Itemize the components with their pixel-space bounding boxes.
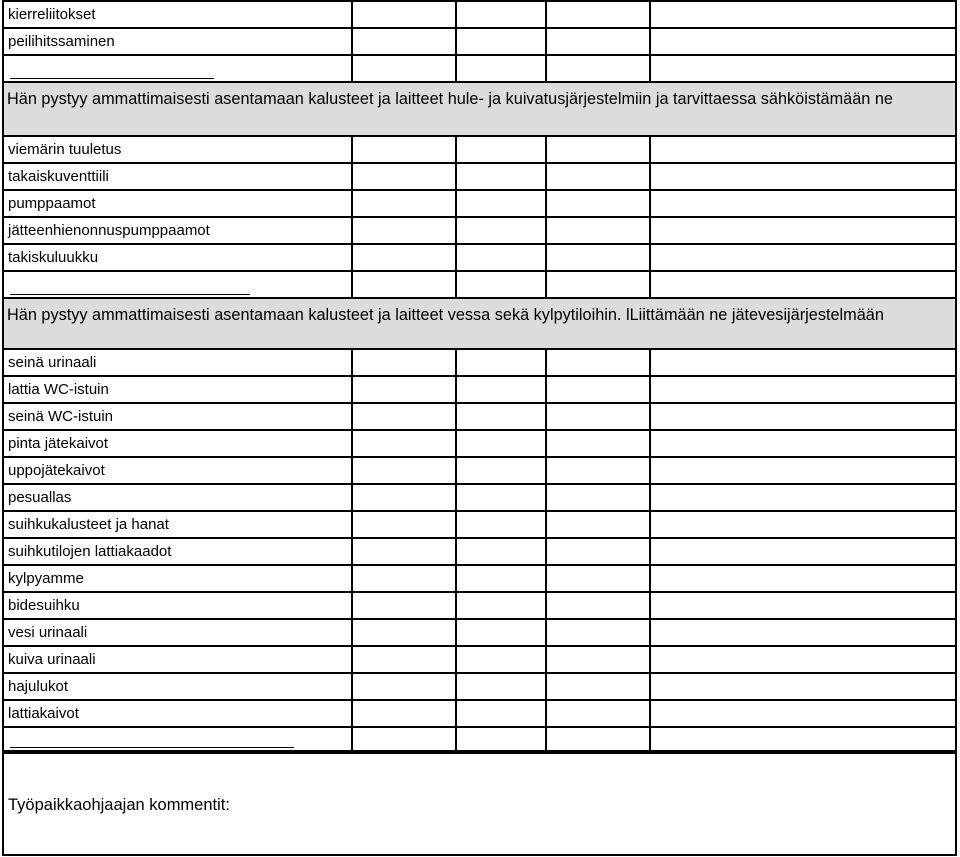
item-cell [2, 218, 353, 245]
blank-underline [10, 294, 250, 295]
rating-cell-2[interactable] [457, 539, 547, 566]
blank-entry-row [2, 272, 957, 299]
item-label: seinä urinaali [8, 354, 97, 371]
table-row [2, 245, 957, 272]
rating-cell-4[interactable] [651, 593, 957, 620]
item-cell [2, 377, 353, 404]
table-row [2, 29, 957, 56]
item-cell [2, 485, 353, 512]
item-cell [2, 245, 353, 272]
section-header: Hän pystyy ammattimaisesti asentamaan kalusteet ja laitteet hule- ja kuivatusjärjestelmiin ja tarvittaessa sähköistämään ne [2, 83, 957, 137]
rating-cell-3[interactable] [547, 377, 651, 404]
rating-cell-2[interactable] [457, 218, 547, 245]
table-row [2, 2, 957, 29]
rating-cell-2[interactable] [457, 2, 547, 29]
rating-cell-3[interactable] [547, 593, 651, 620]
item-cell [2, 431, 353, 458]
item-cell [2, 701, 353, 728]
table-row [2, 458, 957, 485]
item-label: kierreliitokset [8, 6, 96, 23]
table-row [2, 137, 957, 164]
rating-cell-3[interactable] [547, 620, 651, 647]
table-row [2, 593, 957, 620]
item-label: uppojätekaivot [8, 462, 105, 479]
rating-cell-3[interactable] [547, 701, 651, 728]
item-label: seinä WC-istuin [8, 408, 114, 425]
rating-cell-4[interactable] [651, 218, 957, 245]
rating-cell-3[interactable] [547, 674, 651, 701]
item-cell [2, 404, 353, 431]
table-row [2, 377, 957, 404]
item-cell [2, 2, 353, 29]
rating-cell-4[interactable] [651, 512, 957, 539]
rating-cell-1[interactable] [353, 350, 457, 377]
rating-cell-3[interactable] [547, 566, 651, 593]
table-row [2, 539, 957, 566]
rating-cell-3[interactable] [547, 164, 651, 191]
rating-cell-2[interactable] [457, 164, 547, 191]
rating-cell-4[interactable] [651, 674, 957, 701]
rating-cell-4[interactable] [651, 566, 957, 593]
rating-cell-2[interactable] [457, 701, 547, 728]
rating-cell-2[interactable] [457, 350, 547, 377]
rating-cell-3[interactable] [547, 272, 651, 299]
rating-cell-3[interactable] [547, 191, 651, 218]
rating-cell-1[interactable] [353, 164, 457, 191]
rating-cell-2[interactable] [457, 647, 547, 674]
rating-cell-2[interactable] [457, 485, 547, 512]
item-label: pumppaamot [8, 195, 96, 212]
rating-cell-1[interactable] [353, 377, 457, 404]
item-label: takiskuluukku [8, 249, 99, 266]
rating-cell-2[interactable] [457, 566, 547, 593]
rating-cell-2[interactable] [457, 728, 547, 752]
blank-entry-cell[interactable] [2, 728, 353, 752]
rating-cell-1[interactable] [353, 245, 457, 272]
rating-cell-1[interactable] [353, 701, 457, 728]
table-row [2, 350, 957, 377]
item-cell [2, 164, 353, 191]
rating-cell-1[interactable] [353, 458, 457, 485]
table-row [2, 218, 957, 245]
rating-cell-2[interactable] [457, 29, 547, 56]
item-label: peilihitssaminen [8, 33, 115, 50]
rating-cell-1[interactable] [353, 566, 457, 593]
rating-cell-4[interactable] [651, 29, 957, 56]
blank-entry-row [2, 728, 957, 752]
rating-cell-3[interactable] [547, 56, 651, 83]
rating-cell-4[interactable] [651, 56, 957, 83]
item-cell [2, 191, 353, 218]
item-cell [2, 566, 353, 593]
table-row [2, 164, 957, 191]
rating-cell-3[interactable] [547, 404, 651, 431]
table-row [2, 647, 957, 674]
rating-cell-4[interactable] [651, 272, 957, 299]
rating-cell-1[interactable] [353, 647, 457, 674]
rating-cell-4[interactable] [651, 245, 957, 272]
rating-cell-4[interactable] [651, 404, 957, 431]
section-header: Hän pystyy ammattimaisesti asentamaan kalusteet ja laitteet vessa sekä kylpytiloihin. lLiittämään ne jätevesijärjestelmään [2, 299, 957, 350]
item-label: suihkukalusteet ja hanat [8, 516, 169, 533]
rating-cell-2[interactable] [457, 245, 547, 272]
rating-cell-1[interactable] [353, 431, 457, 458]
comment-box[interactable] [2, 752, 957, 856]
rating-cell-2[interactable] [457, 512, 547, 539]
blank-entry-cell[interactable] [2, 272, 353, 299]
rating-cell-3[interactable] [547, 29, 651, 56]
rating-cell-1[interactable] [353, 404, 457, 431]
table-row [2, 566, 957, 593]
rating-cell-3[interactable] [547, 485, 651, 512]
item-cell [2, 674, 353, 701]
rating-cell-3[interactable] [547, 647, 651, 674]
rating-cell-4[interactable] [651, 485, 957, 512]
rating-cell-1[interactable] [353, 191, 457, 218]
rating-cell-4[interactable] [651, 539, 957, 566]
rating-cell-3[interactable] [547, 245, 651, 272]
rating-cell-4[interactable] [651, 191, 957, 218]
rating-cell-2[interactable] [457, 620, 547, 647]
item-label: pesuallas [8, 489, 72, 506]
item-label: lattiakaivot [8, 705, 79, 722]
rating-cell-2[interactable] [457, 377, 547, 404]
rating-cell-3[interactable] [547, 137, 651, 164]
rating-cell-3[interactable] [547, 218, 651, 245]
blank-underline [10, 747, 294, 748]
rating-cell-2[interactable] [457, 458, 547, 485]
rating-cell-4[interactable] [651, 350, 957, 377]
item-label: kuiva urinaali [8, 651, 96, 668]
rating-cell-3[interactable] [547, 728, 651, 752]
table-row [2, 620, 957, 647]
rating-cell-4[interactable] [651, 458, 957, 485]
table-row [2, 485, 957, 512]
rating-cell-3[interactable] [547, 350, 651, 377]
rating-cell-1[interactable] [353, 674, 457, 701]
item-label: jätteenhienonnuspumppaamot [8, 222, 210, 239]
rating-cell-1[interactable] [353, 539, 457, 566]
rating-cell-2[interactable] [457, 404, 547, 431]
rating-cell-1[interactable] [353, 29, 457, 56]
rating-cell-1[interactable] [353, 56, 457, 83]
rating-cell-1[interactable] [353, 620, 457, 647]
item-label: kylpyamme [8, 570, 84, 587]
item-cell [2, 137, 353, 164]
rating-cell-4[interactable] [651, 701, 957, 728]
item-label: bidesuihku [8, 597, 80, 614]
table-row [2, 431, 957, 458]
rating-cell-2[interactable] [457, 137, 547, 164]
rating-cell-2[interactable] [457, 272, 547, 299]
rating-cell-3[interactable] [547, 2, 651, 29]
item-cell [2, 29, 353, 56]
rating-cell-2[interactable] [457, 593, 547, 620]
rating-cell-4[interactable] [651, 137, 957, 164]
item-label: viemärin tuuletus [8, 141, 122, 158]
rating-cell-1[interactable] [353, 2, 457, 29]
rating-cell-3[interactable] [547, 458, 651, 485]
item-label: takaiskuventtiili [8, 168, 109, 185]
rating-cell-1[interactable] [353, 728, 457, 752]
rating-cell-3[interactable] [547, 431, 651, 458]
blank-entry-cell[interactable] [2, 56, 353, 83]
rating-cell-2[interactable] [457, 56, 547, 83]
table-row [2, 404, 957, 431]
item-label: suihkutilojen lattiakaadot [8, 543, 172, 560]
table-row [2, 674, 957, 701]
rating-cell-4[interactable] [651, 431, 957, 458]
rating-cell-2[interactable] [457, 431, 547, 458]
rating-cell-2[interactable] [457, 674, 547, 701]
table-row [2, 701, 957, 728]
rating-cell-4[interactable] [651, 728, 957, 752]
table-row [2, 512, 957, 539]
item-cell [2, 512, 353, 539]
item-label: vesi urinaali [8, 624, 88, 641]
rating-cell-3[interactable] [547, 512, 651, 539]
item-label: hajulukot [8, 678, 69, 695]
rating-cell-3[interactable] [547, 539, 651, 566]
table-row [2, 191, 957, 218]
item-cell [2, 539, 353, 566]
rating-cell-1[interactable] [353, 218, 457, 245]
rating-cell-1[interactable] [353, 593, 457, 620]
blank-entry-row [2, 56, 957, 83]
item-cell [2, 620, 353, 647]
item-label: pinta jätekaivot [8, 435, 109, 452]
item-cell [2, 593, 353, 620]
rating-cell-4[interactable] [651, 2, 957, 29]
rating-cell-4[interactable] [651, 647, 957, 674]
rating-cell-4[interactable] [651, 164, 957, 191]
comment-label: Työpaikkaohjaajan kommentit: [8, 796, 230, 814]
item-cell [2, 647, 353, 674]
item-cell [2, 350, 353, 377]
blank-underline [10, 78, 214, 79]
rating-cell-1[interactable] [353, 137, 457, 164]
rating-cell-2[interactable] [457, 191, 547, 218]
rating-cell-4[interactable] [651, 620, 957, 647]
item-cell [2, 458, 353, 485]
item-label: lattia WC-istuin [8, 381, 109, 398]
rating-cell-1[interactable] [353, 485, 457, 512]
rating-cell-4[interactable] [651, 377, 957, 404]
rating-cell-1[interactable] [353, 272, 457, 299]
rating-cell-1[interactable] [353, 512, 457, 539]
